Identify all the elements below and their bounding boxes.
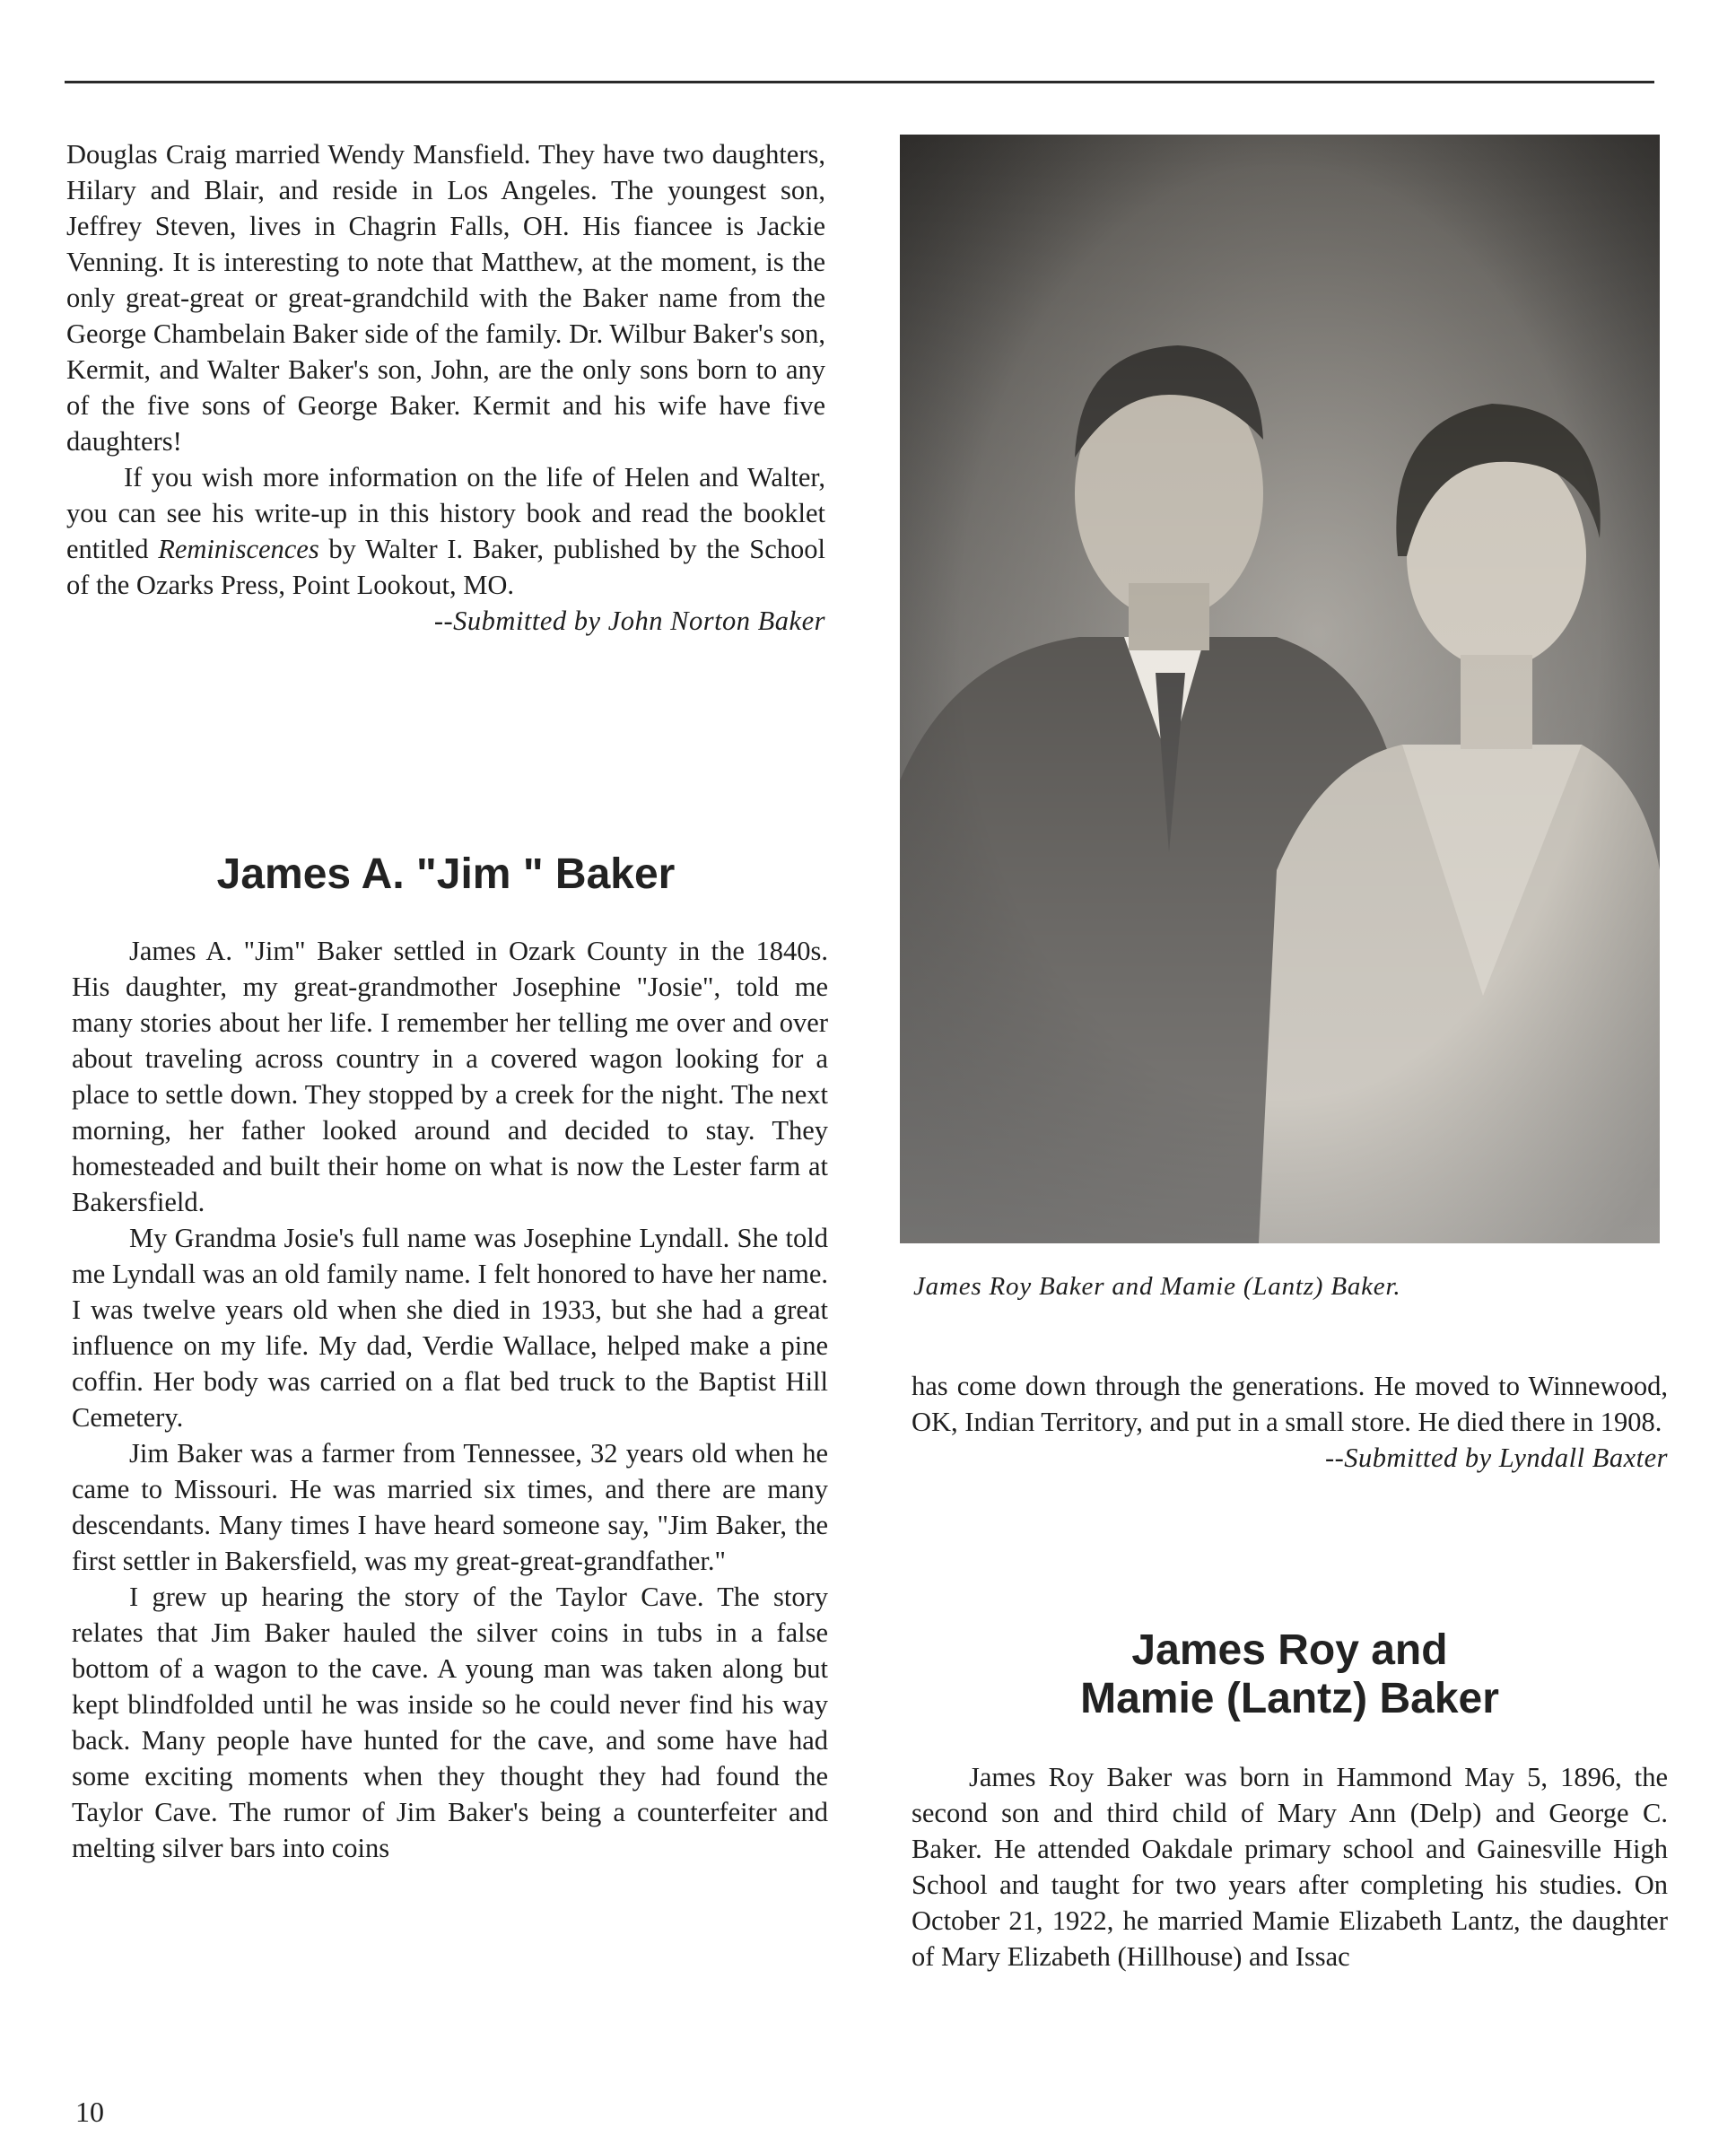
portrait-illustration [900, 135, 1660, 1243]
jim-baker-article-continuation [912, 1368, 1668, 1476]
signature: --Submitted by Lyndall Baxter [1324, 1443, 1668, 1473]
james-roy-baker-article [912, 1759, 1668, 1974]
paragraph: has come down through the generations. He moved to Winnewood, OK, Indian Territory, and put in a small store. He died there in 1908. [912, 1371, 1668, 1437]
previous-article-continuation [66, 136, 825, 639]
paragraph: James Roy Baker was born in Hammond May 5, 1896, the second son and third child of Mary Ann (Delp) and George C. Baker. He attended Oakdale primary school and Gainesville High School and taught for two years after completing his studies. On October 21, 1922, he married Mamie Elizabeth Lantz, the daughter of Mary Elizabeth (Hillhouse) and Issac [912, 1762, 1668, 1972]
article-heading: James A. "Jim " Baker [216, 850, 676, 898]
booklet-title: Reminiscences [158, 534, 319, 564]
paragraph: Douglas Craig married Wendy Mansfield. They have two daughters, Hilary and Blair, and reside in Los Angeles. The youngest son, Jeffrey Steven, lives in Chagrin Falls, OH. His fiancee is Jackie Venning. It is interesting to note that Matthew, at the moment, is the only great-great or great-grandchild with the Baker name from the George Chambelain Baker side of the family. Dr. Wilbur Baker's son, Kermit, and Walter Baker's son, John, are the only sons born to any of the five sons of George Baker. Kermit and his wife have five daughters! [66, 139, 825, 457]
paragraph: If you wish more information on the life of Helen and Walter, you can see his write-up in this history book and read the booklet entitled Reminiscences by Walter I. Baker, published by the School of the Ozarks Press, Point Lookout, MO. [66, 462, 825, 600]
signature: --Submitted by John Norton Baker [433, 606, 825, 636]
paragraph: I grew up hearing the story of the Taylor Cave. The story relates that Jim Baker hauled the silver coins in tubs in a false bottom of a wagon to the cave. A young man was taken along but kept blindfolded until he was inside so he could never find his way back. Many people have hunted for the cave, and some have had some exciting moments when they thought they had found the Taylor Cave. The rumor of Jim Baker's being a counterfeiter and melting silver bars into coins [72, 1582, 828, 1863]
portrait-photo [900, 135, 1660, 1243]
paragraph: James A. "Jim" Baker settled in Ozark County in the 1840s. His daughter, my great-grandmother Josephine "Josie", told me many stories about her life. I remember her telling me over and over about traveling across country in a covered wagon looking for a place to settle down. They stopped by a creek for the night. The next morning, her father looked around and decided to stay. They homesteaded and built their home on what is now the Lester farm at Bakersfield. [72, 936, 828, 1217]
article-heading: James Roy and Mamie (Lantz) Baker [1080, 1626, 1499, 1722]
jim-baker-article [72, 933, 828, 1866]
top-rule [65, 81, 1654, 83]
paragraph: Jim Baker was a farmer from Tennessee, 32 years old when he came to Missouri. He was married six times, and there are many descendants. Many times I have heard someone say, "Jim Baker, the first settler in Bakersfield, was my great-great-grandfather." [72, 1438, 828, 1576]
paragraph: My Grandma Josie's full name was Josephine Lyndall. She told me Lyndall was an old family name. I felt honored to have her name. I was twelve years old when she died in 1933, but she had a great influence on my life. My dad, Verdie Wallace, helped make a pine coffin. Her body was carried on a flat bed truck to the Baptist Hill Cemetery. [72, 1223, 828, 1433]
photo-caption: James Roy Baker and Mamie (Lantz) Baker. [913, 1272, 1401, 1301]
page-number: 10 [75, 2096, 104, 2128]
